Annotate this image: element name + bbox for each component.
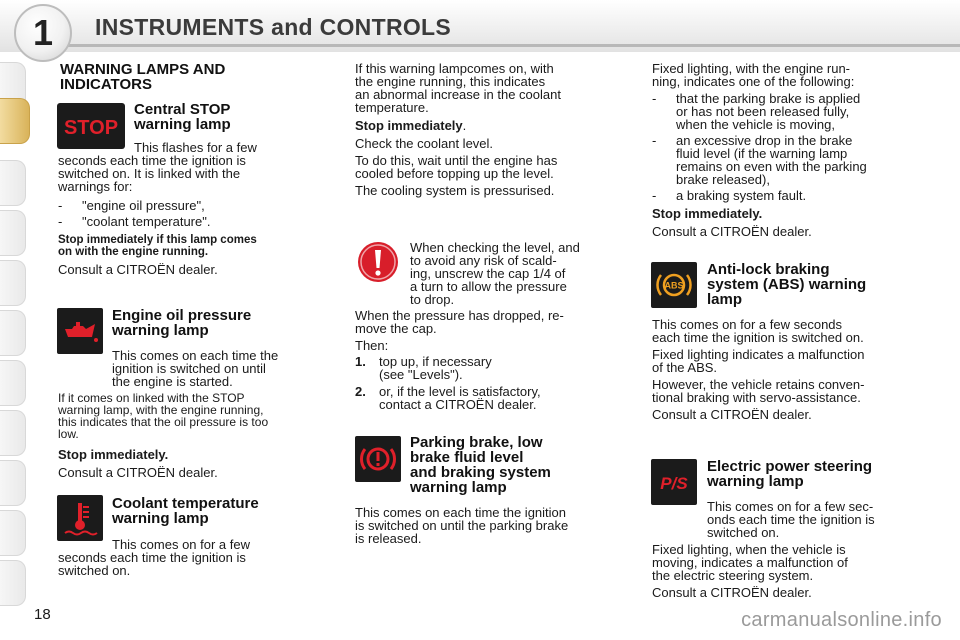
lamp-title-line: warning lamp [112, 510, 209, 527]
text-line: an excessive drop in the brake [676, 133, 853, 148]
text-line: This comes on for a few sec- [707, 499, 874, 514]
step-number: 2. [355, 384, 366, 399]
text-line: Stop immediately if this lamp comes [58, 234, 257, 246]
oil-lamp-detail [58, 392, 308, 440]
list-dash: - [652, 188, 657, 203]
chapter-tab[interactable] [0, 260, 26, 306]
lamp-title-line: system (ABS) warning [707, 276, 867, 293]
text-line: move the cap. [355, 321, 437, 336]
chapter-tab[interactable] [0, 460, 26, 506]
lamp-title-line: warning lamp [134, 116, 231, 133]
text-line: This flashes for a few [134, 140, 257, 155]
lamp-title-line: Coolant temperature [112, 495, 259, 512]
text-line: this indicates that the oil pressure is too [58, 415, 269, 429]
text-line: each time the ignition is switched on. [652, 330, 864, 345]
text-line: a braking system fault. [676, 188, 807, 203]
lamp-title-line: Engine oil pressure [112, 307, 252, 324]
page-number: 18 [34, 606, 51, 623]
text-line: top up, if necessary [379, 354, 492, 369]
text-line: tional braking with servo-assistance. [652, 390, 861, 405]
text-line: If it comes on linked with the STOP [58, 391, 245, 405]
page-title: INSTRUMENTS and CONTROLS [95, 14, 452, 40]
stop-immediately-note: Stop immediately. [652, 206, 763, 221]
coolant-lamp-description [58, 538, 308, 577]
list-text: "coolant temperature". [82, 214, 211, 229]
text-line: moving, indicates a malfunction of [652, 555, 848, 570]
text-line: This comes on for a few seconds [652, 317, 843, 332]
chapter-tab[interactable] [0, 410, 26, 456]
pressurised-note: The cooling system is pressurised. [355, 183, 555, 198]
text-line: Fixed lighting indicates a malfunction [652, 347, 865, 362]
power-steering-icon [651, 459, 697, 505]
text-line: However, the vehicle retains conven- [652, 377, 865, 392]
lamp-title-line: Central STOP [134, 101, 231, 118]
chapter-tab-active[interactable] [0, 98, 30, 144]
text-line: a turn to allow the pressure [410, 279, 567, 294]
text-line: to drop. [410, 292, 455, 307]
pressure-dropped-text [355, 309, 605, 335]
cooling-instruction [355, 154, 605, 180]
text-line: brake released), [676, 172, 770, 187]
text-line: an abnormal increase in the coolant [355, 87, 561, 102]
chapter-tab[interactable] [0, 210, 26, 256]
list-item [58, 199, 308, 212]
ps-icon-text: P/S [660, 474, 688, 493]
chapter-tab[interactable] [0, 510, 26, 556]
text-line: When the pressure has dropped, re- [355, 308, 564, 323]
text-line: switched on. [58, 563, 131, 578]
text-line: This comes on for a few [112, 537, 250, 552]
ps-lamp-malfunction [652, 543, 903, 582]
section-title-line: WARNING LAMPS AND [60, 61, 226, 78]
check-level-text: Check the coolant level. [355, 136, 494, 151]
text-line: seconds each time the ignition is [58, 153, 246, 168]
fixed-lighting-intro [652, 62, 903, 88]
text-line: ning, indicates one of the following: [652, 74, 855, 89]
chapter-tab[interactable] [0, 160, 26, 206]
ps-lamp-title [707, 459, 872, 489]
lamp-title-line: and braking system [410, 464, 551, 481]
chapter-badge: 1 [14, 4, 72, 62]
coolant-lamp-title [112, 496, 259, 526]
list-dash: - [652, 91, 657, 106]
stop-period: . [462, 118, 467, 133]
consult-dealer: Consult a CITROËN dealer. [58, 262, 218, 277]
text-line: fluid level (if the warning lamp [676, 146, 848, 161]
section-title-line: INDICATORS [60, 76, 152, 93]
ps-lamp-description [707, 500, 903, 539]
abs-lamp-title [707, 262, 866, 307]
stop-lamp-description [58, 141, 308, 193]
oil-lamp-title [112, 308, 251, 338]
text-line: low. [58, 427, 79, 441]
text-line: contact a CITROËN dealer. [379, 397, 537, 412]
text-line: When checking the level, and [410, 240, 580, 255]
text-line: switched on. It is linked with the [58, 166, 241, 181]
chapter-tab[interactable] [0, 560, 26, 606]
header-rule [60, 44, 960, 47]
consult-dealer: Consult a CITROËN dealer. [652, 224, 812, 239]
text-line: Fixed lighting, with the engine run- [652, 61, 851, 76]
text-line: (see "Levels"). [379, 367, 463, 382]
section-title [60, 62, 225, 92]
abs-warning-icon [651, 262, 697, 308]
stop-note [58, 234, 257, 258]
text-line: the electric steering system. [652, 568, 814, 583]
caution-text [410, 241, 606, 306]
stop-icon-text: STOP [63, 117, 119, 139]
text-line: to avoid any risk of scald- [410, 253, 557, 268]
text-line: the engine is started. [112, 374, 233, 389]
text-line: or, if the level is satisfactory, [379, 384, 541, 399]
stop-text: Stop immediately [355, 118, 463, 133]
lamp-title-line: warning lamp [410, 479, 507, 496]
coolant-temperature-icon [57, 495, 103, 541]
text-line: remains on even with the parking [676, 159, 867, 174]
chapter-tab[interactable] [0, 310, 26, 356]
text-line: This comes on each time the ignition [355, 505, 566, 520]
chapter-tab[interactable] [0, 360, 26, 406]
lamp-title-line: warning lamp [112, 322, 209, 339]
text-line: seconds each time the ignition is [58, 550, 246, 565]
lamp-title-line: lamp [707, 291, 743, 308]
stop-immediately-note: Stop immediately. [58, 447, 169, 462]
lamp-title-line: Anti-lock braking [707, 261, 830, 278]
text-line: warnings for: [58, 179, 133, 194]
list-dash: - [58, 214, 63, 229]
text-line: is released. [355, 531, 422, 546]
list-dash: - [652, 133, 657, 148]
text-line: switched on. [707, 525, 780, 540]
lamp-title-line: brake fluid level [410, 449, 524, 466]
text-line: onds each time the ignition is [707, 512, 875, 527]
brake-warning-icon [355, 436, 401, 482]
lamp-title-line: Parking brake, low [410, 434, 543, 451]
consult-dealer: Consult a CITROËN dealer. [652, 407, 812, 422]
coolant-warning-text [355, 62, 605, 114]
text-line: of the ABS. [652, 360, 718, 375]
oil-lamp-description [112, 349, 308, 388]
stop-lamp-title [134, 102, 231, 132]
text-line: warning lamp, with the engine running, [58, 403, 264, 417]
text-line: temperature. [355, 100, 429, 115]
text-line: ignition is switched on until [112, 361, 266, 376]
brake-lamp-title [410, 435, 551, 495]
abs-lamp-malfunction [652, 348, 903, 374]
text-line: To do this, wait until the engine has [355, 153, 558, 168]
text-line: ing, unscrew the cap 1/4 of [410, 266, 566, 281]
exclamation-icon [356, 240, 400, 284]
stop-immediately-note [355, 119, 466, 132]
abs-lamp-conventional [652, 378, 903, 404]
text-line: If this warning lampcomes on, with [355, 61, 554, 76]
watermark: carmanualsonline.info [741, 609, 942, 631]
consult-dealer: Consult a CITROËN dealer. [652, 585, 812, 600]
list-dash: - [58, 198, 63, 213]
brake-lamp-description [355, 506, 605, 545]
text-line: cooled before topping up the level. [355, 166, 554, 181]
step-number: 1. [355, 354, 366, 369]
oil-can-icon [57, 308, 103, 354]
consult-dealer: Consult a CITROËN dealer. [58, 465, 218, 480]
text-line: is switched on until the parking brake [355, 518, 569, 533]
list-text: "engine oil pressure", [82, 198, 205, 213]
lamp-title-line: Electric power steering [707, 458, 873, 475]
abs-lamp-description [652, 318, 903, 344]
lamp-title-line: warning lamp [707, 473, 804, 490]
text-line: the engine running, this indicates [355, 74, 546, 89]
list-item [58, 215, 308, 228]
text-line: on with the engine running. [58, 246, 209, 258]
text-line: Fixed lighting, when the vehicle is [652, 542, 846, 557]
abs-icon-text: ABS [664, 280, 684, 291]
text-line: This comes on each time the [112, 348, 279, 363]
text-line: or has not been released fully, [676, 104, 850, 119]
then-label: Then: [355, 338, 389, 353]
text-line: that the parking brake is applied [676, 91, 861, 106]
text-line: when the vehicle is moving, [676, 117, 835, 132]
